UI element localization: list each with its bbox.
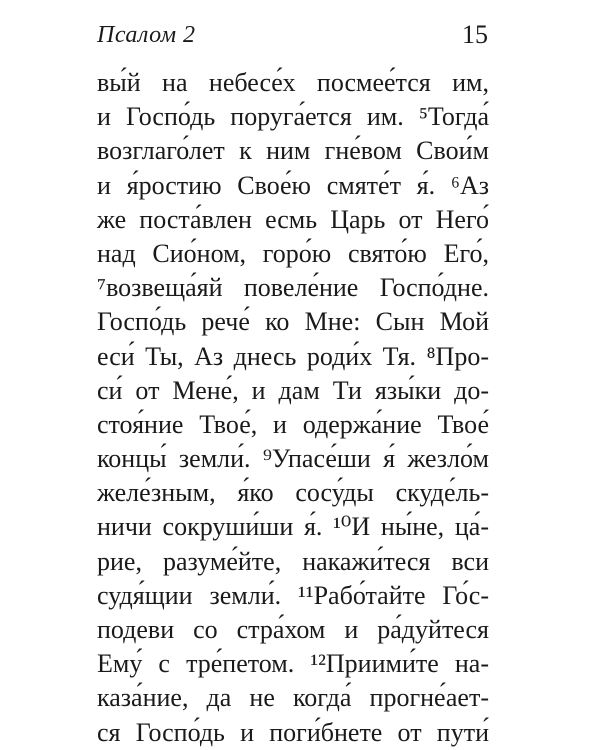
text-line: судя́щии земли́. ¹¹Рабо́тайте Го́с- [97, 580, 489, 610]
text-line: желе́зным, я́ко сосу́ды скуде́ль- [97, 478, 489, 508]
text-line: над Сио́ном, горо́ю свято́ю Его́, [97, 238, 489, 268]
text-line: подеви со стра́хом и ра́дуйтеся [97, 615, 489, 644]
text-line: си́ от Мене́, и дам Ти язы́ки до- [97, 375, 489, 405]
text-line: ничи сокруши́ши я́. ¹⁰И ны́не, ца́- [97, 512, 489, 542]
text-line: концы́ земли́. ⁹Упасе́ши я́ жезло́м [97, 444, 489, 474]
text-line: Госпо́дь рече́ ко Мне: Сын Мой [97, 307, 489, 337]
text-line: рие, разуме́йте, накажи́теся вси [97, 546, 489, 576]
text-line: каза́ние, да не когда́ прогне́ает- [97, 683, 489, 713]
psalm-text [97, 66, 489, 750]
text-line: ся Госпо́дь и поги́бнете от пути́ [97, 717, 489, 747]
text-line: Ему́ с тре́петом. ¹²Приими́те на- [97, 649, 489, 679]
text-line: стоя́ние Твое́, и одержа́ние Твое́ [97, 409, 489, 439]
text-line: и я́ростию Свое́ю смяте́т я́. ⁶Аз [97, 170, 489, 200]
text-line: ⁷возвеща́яй повеле́ние Госпо́дне. [97, 273, 489, 303]
text-line: возглаго́лет к ним гне́вом Свои́м [97, 136, 489, 166]
text-line: и Госпо́дь поруга́ется им. ⁵Тогда́ [97, 102, 489, 132]
text-line: еси́ Ты, Аз днесь роди́х Тя. ⁸Про- [97, 341, 489, 371]
text-line: вы́й на небесе́х посмее́тся им, [97, 68, 489, 97]
page-number: 15 [462, 20, 488, 49]
running-title: Псалом 2 [97, 22, 196, 48]
text-line: же поста́влен есмь Царь от Него́ [97, 204, 489, 234]
